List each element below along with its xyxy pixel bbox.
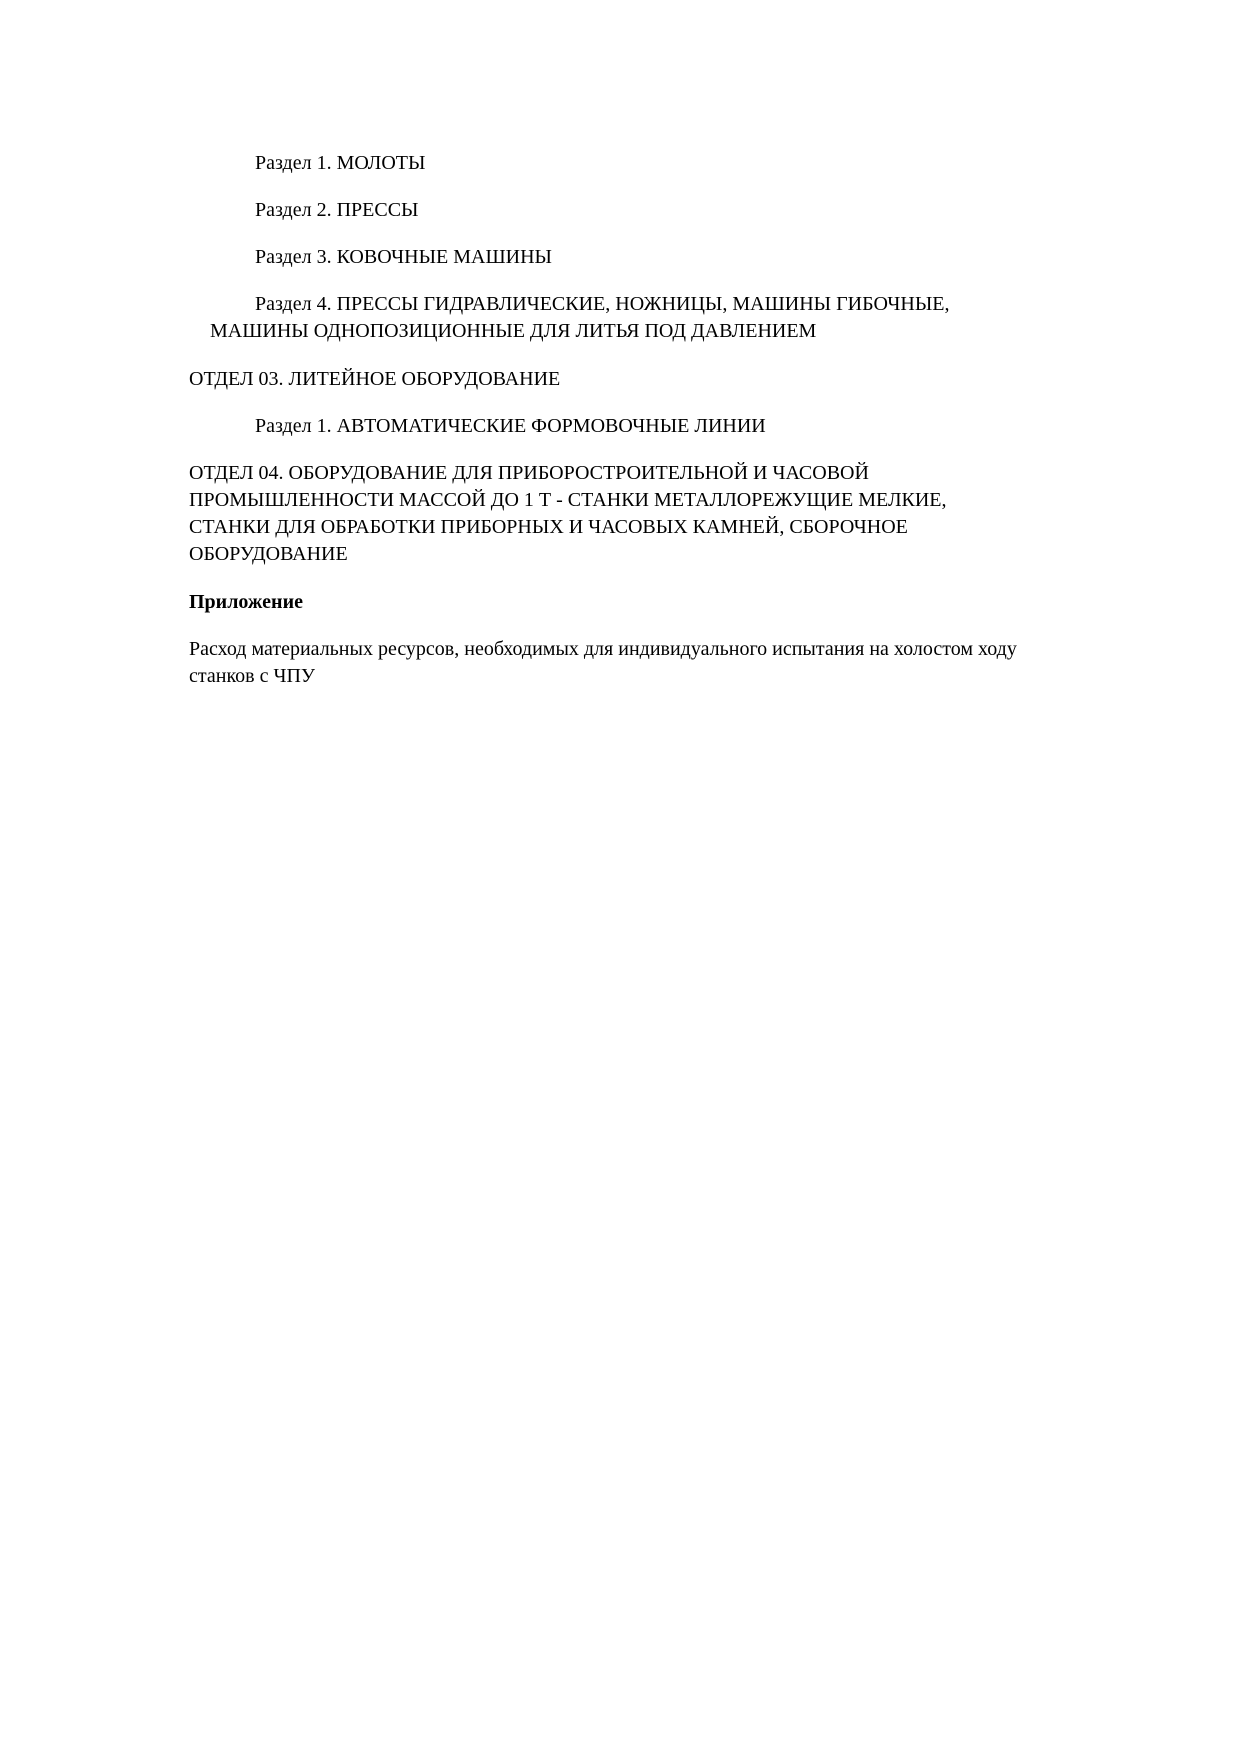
toc-link-otdel-03[interactable]: ОТДЕЛ 03. ЛИТЕЙНОЕ ОБОРУДОВАНИЕ [189,368,561,390]
toc-link-razdel-4-line-1[interactable]: Раздел 4. ПРЕССЫ ГИДРАВЛИЧЕСКИЕ, НОЖНИЦЫ, МАШИНЫ ГИБОЧНЫЕ, [255,293,950,315]
toc-link-otdel-04-line-2[interactable]: ПРОМЫШЛЕННОСТИ МАССОЙ ДО 1 Т - СТАНКИ МЕТАЛЛОРЕЖУЩИЕ МЕЛКИЕ, [189,489,947,511]
toc-link-razdel-1-moloty[interactable]: Раздел 1. МОЛОТЫ [255,152,426,174]
toc-link-otdel-04-line-3[interactable]: СТАНКИ ДЛЯ ОБРАБОТКИ ПРИБОРНЫХ И ЧАСОВЫХ КАМНЕЙ, СБОРОЧНОЕ [189,516,908,538]
appendix-link-line-2[interactable]: станков с ЧПУ [189,665,316,687]
toc-link-otdel-04-line-1[interactable]: ОТДЕЛ 04. ОБОРУДОВАНИЕ ДЛЯ ПРИБОРОСТРОИТЕЛЬНОЙ И ЧАСОВОЙ [189,462,869,484]
toc-link-otdel-03-razdel-1[interactable]: Раздел 1. АВТОМАТИЧЕСКИЕ ФОРМОВОЧНЫЕ ЛИНИИ [255,415,766,437]
toc-link-razdel-3-kovochnye-mashiny[interactable]: Раздел 3. КОВОЧНЫЕ МАШИНЫ [255,246,552,268]
toc-link-razdel-2-pressy[interactable]: Раздел 2. ПРЕССЫ [255,199,419,221]
appendix-heading: Приложение [189,591,303,613]
toc-link-otdel-04-line-4[interactable]: ОБОРУДОВАНИЕ [189,543,348,565]
appendix-link-line-1[interactable]: Расход материальных ресурсов, необходимых для индивидуального испытания на холостом ходу [189,638,1017,660]
toc-link-razdel-4-line-2[interactable]: МАШИНЫ ОДНОПОЗИЦИОННЫЕ ДЛЯ ЛИТЬЯ ПОД ДАВЛЕНИЕМ [210,320,817,342]
